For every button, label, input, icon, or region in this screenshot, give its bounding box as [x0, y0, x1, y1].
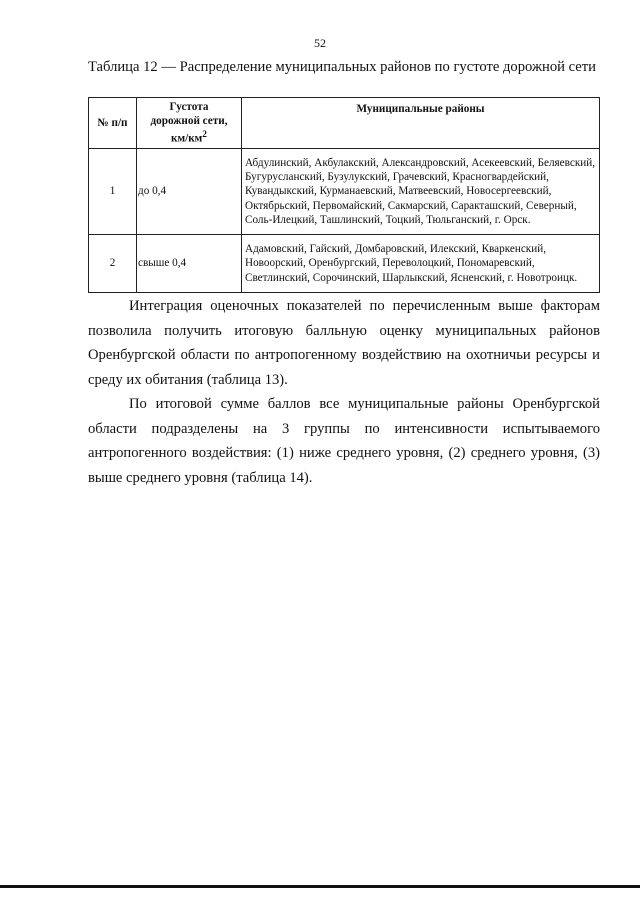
- header-density: [137, 98, 242, 149]
- table-caption: Таблица 12 — Распределение муниципальных районов по густоте дорожной сети: [88, 59, 596, 75]
- header-density-line1: Густота: [169, 100, 209, 113]
- road-density-table: [88, 97, 600, 293]
- header-density-sup: 2: [202, 130, 207, 141]
- header-density-unit: км/км: [171, 132, 203, 145]
- row-districts: Абдулинский, Акбулакский, Александровский, Асекеевский, Беляевский, Бугурусланский, Бузулукский, Грачевский, Красногвардейский, Кувандыкский, Курманаевский, Матвеевский, Новосергеевский, Октябрьский, Первомайский, Сакмарский, Саракташский, Северный, Соль-Илецкий, Ташлинский, Тоцкий, Тюльганский, г. Орск.: [242, 149, 600, 235]
- table-row: [89, 149, 600, 235]
- table-header-row: [89, 98, 600, 149]
- paragraph-integration: Интеграция оценочных показателей по перечисленным выше факторам позволила получить итоговую балльную оценку муниципальных районов Оренбургской области по антропогенному воздействию на охотничьи ресурсы и среду их обитания (таблица 13).: [88, 298, 600, 388]
- paragraph-groups: По итоговой сумме баллов все муниципальные районы Оренбургской области подразделены на 3 группы по интенсивности испытываемого антропогенного воздействия: (1) ниже среднего уровня, (2) среднего уровня, (3) выше среднего уровня (таблица 14).: [88, 396, 600, 486]
- table-row: [89, 235, 600, 293]
- row-districts: Адамовский, Гайский, Домбаровский, Илекский, Кваркенский, Новоорский, Оренбургский, Переволоцкий, Пономаревский, Светлинский, Сорочинский, Шарлыкский, Ясненский, г. Новотроицк.: [242, 235, 600, 293]
- page-number: 52: [314, 36, 326, 50]
- header-districts: Муниципальные районы: [242, 98, 600, 149]
- header-density-line2: дорожной сети,: [150, 115, 228, 128]
- header-num: № п/п: [89, 98, 137, 149]
- row-num: 1: [89, 149, 137, 235]
- footer-rule: [0, 885, 640, 888]
- row-num: 2: [89, 235, 137, 293]
- row-density: свыше 0,4: [137, 235, 242, 293]
- row-density: до 0,4: [137, 149, 242, 235]
